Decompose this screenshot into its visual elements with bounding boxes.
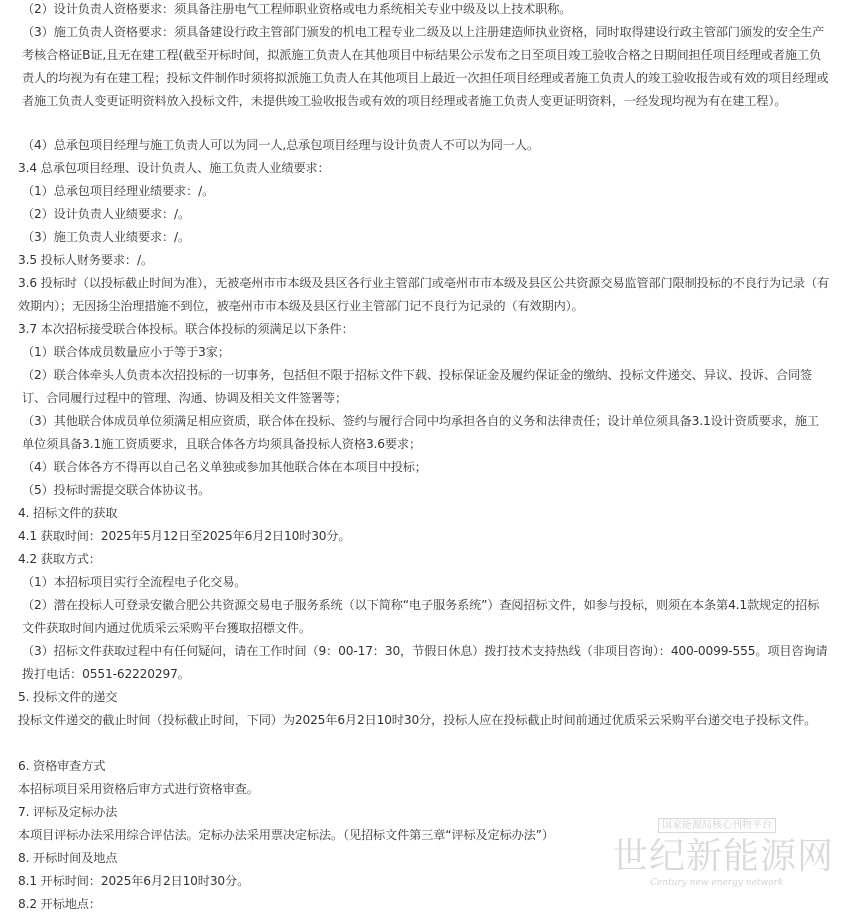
paragraph-consortium-members: （3）其他联合体成员单位须满足相应资质，联合体在投标、签约与履行合同中均承担各自的义务和法律责任；设计单位须具备3.1设计资质要求，施工单位须具备3.1施工资质要求，且联合体各方均须具备投标人资格3.6要求；	[22, 414, 819, 451]
section-heading-5: 5. 投标文件的递交	[18, 690, 118, 704]
section-heading-8: 8. 开标时间及地点	[18, 851, 118, 865]
paragraph-consortium-lead: （2）联合体牵头人负责本次招投标的一切事务，包括但不限于招标文件下载、投标保证金及履约保证金的缴纳、投标文件递交、异议、投诉、合同签订、合同履行过程中的管理、沟通、协调及相关文件签署等；	[22, 368, 813, 405]
paragraph-obtain-method: （2）潜在投标人可登录安徽合肥公共资源交易电子服务系统（以下简称“电子服务系统”）查阅招标文件，如参与投标，则须在本条第4.1款规定的招标文件获取时间内通过优质采云采购平台獲取招標文件。	[22, 598, 820, 635]
section-heading-6: 6. 资格审查方式	[18, 759, 106, 773]
paragraph-submission-deadline: 投标文件递交的截止时间（投标截止时间，下同）为2025年6月2日10时30分，投标人应在投标截止时间前通过优质采云采购平台递交电子投标文件。	[18, 713, 817, 727]
watermark-main-text: 世纪新能源网	[612, 836, 835, 877]
paragraph-consortium-agreement: （5）投标时需提交联合体协议书。	[22, 483, 211, 497]
paragraph-qualification-review: 本招标项目采用资格后审方式进行资格审查。	[18, 782, 259, 796]
paragraph-support-hotline: （3）招标文件获取过程中有任何疑问，请在工作时间（9：00-17：30，节假日休息）拨打技术支持热线（非项目咨询）：400-0099-555。项目咨询请拨打电话：0551-62220297。	[22, 644, 828, 681]
section-heading-7: 7. 评标及定标办法	[18, 805, 118, 819]
paragraph-pm-performance: （1）总承包项目经理业绩要求：/。	[22, 184, 215, 198]
paragraph-evaluation-method: 本项目评标办法采用综合评估法。定标办法采用票决定标法。（见招标文件第三章“评标及定标办法”）	[18, 828, 554, 842]
paragraph-construction-performance: （3）施工负责人业绩要求：/。	[22, 230, 191, 244]
paragraph-4-1-obtain-time: 4.1 获取时间：2025年5月12日至2025年6月2日10时30分。	[18, 529, 351, 543]
watermark-sub-text: Century new energy network	[650, 878, 784, 888]
paragraph-8-2-opening-place: 8.2 开标地点：	[18, 897, 101, 911]
paragraph-design-lead-qualification: （2）设计负责人资格要求：须具备注册电气工程师职业资格或电力系统相关专业中级及以上技术职称。	[22, 2, 572, 16]
paragraph-electronic-trading: （1）本招标项目实行全流程电子化交易。	[22, 575, 247, 589]
section-heading-4: 4. 招标文件的获取	[18, 506, 118, 520]
section-heading-4-2: 4.2 获取方式：	[18, 552, 101, 566]
paragraph-same-person-rule: （4）总承包项目经理与施工负责人可以为同一人,总承包项目经理与设计负责人不可以为同一人。	[22, 138, 539, 152]
watermark-top-text: 国家能源局核心刊物平台	[658, 818, 776, 833]
section-heading-3-7: 3.7 本次招标接受联合体投标。联合体投标的须满足以下条件：	[18, 322, 354, 336]
section-heading-3-5: 3.5 投标人财务要求：/。	[18, 253, 153, 267]
paragraph-consortium-exclusive: （4）联合体各方不得再以自己名义单独或参加其他联合体在本项目中投标；	[22, 460, 427, 474]
section-heading-3-4: 3.4 总承包项目经理、设计负责人、施工负责人业绩要求：	[18, 161, 330, 175]
paragraph-consortium-count: （1）联合体成员数量应小于等于3家；	[22, 345, 230, 359]
paragraph-construction-lead-qualification: （3）施工负责人资格要求：须具备建设行政主管部门颁发的机电工程专业二级及以上注册建造师执业资格，同时取得建设行政主管部门颁发的安全生产考核合格证B证,且无在建工程(截至开标时间，拟派施工负责人在其他项目中标结果公示发布之日至项目竣工验收合格之日期间担任项目经理或者施工负责人的均视为有在建工程；投标文件制作时须将拟派施工负责人在其他项目上最近一次担任项目经理或者施工负责人的竣工验收报告或有效的项目经理或者施工负责人变更证明资料放入投标文件，未提供竣工验收报告或有效的项目经理或者施工负责人变更证明资料，一经发现均视为有在建工程）。	[22, 25, 829, 108]
paragraph-design-performance: （2）设计负责人业绩要求：/。	[22, 207, 191, 221]
paragraph-3-6-bad-record: 3.6 投标时（以投标截止时间为准），无被亳州市市本级及县区各行业主管部门或亳州市市本级及县区公共资源交易监管部门限制投标的不良行为记录（有效期内）；无因扬尘治理措施不到位，被亳州市市本级及县区行业主管部门记不良行为记录的（有效期内）。	[18, 276, 830, 313]
paragraph-8-1-opening-time: 8.1 开标时间：2025年6月2日10时30分。	[18, 874, 250, 888]
